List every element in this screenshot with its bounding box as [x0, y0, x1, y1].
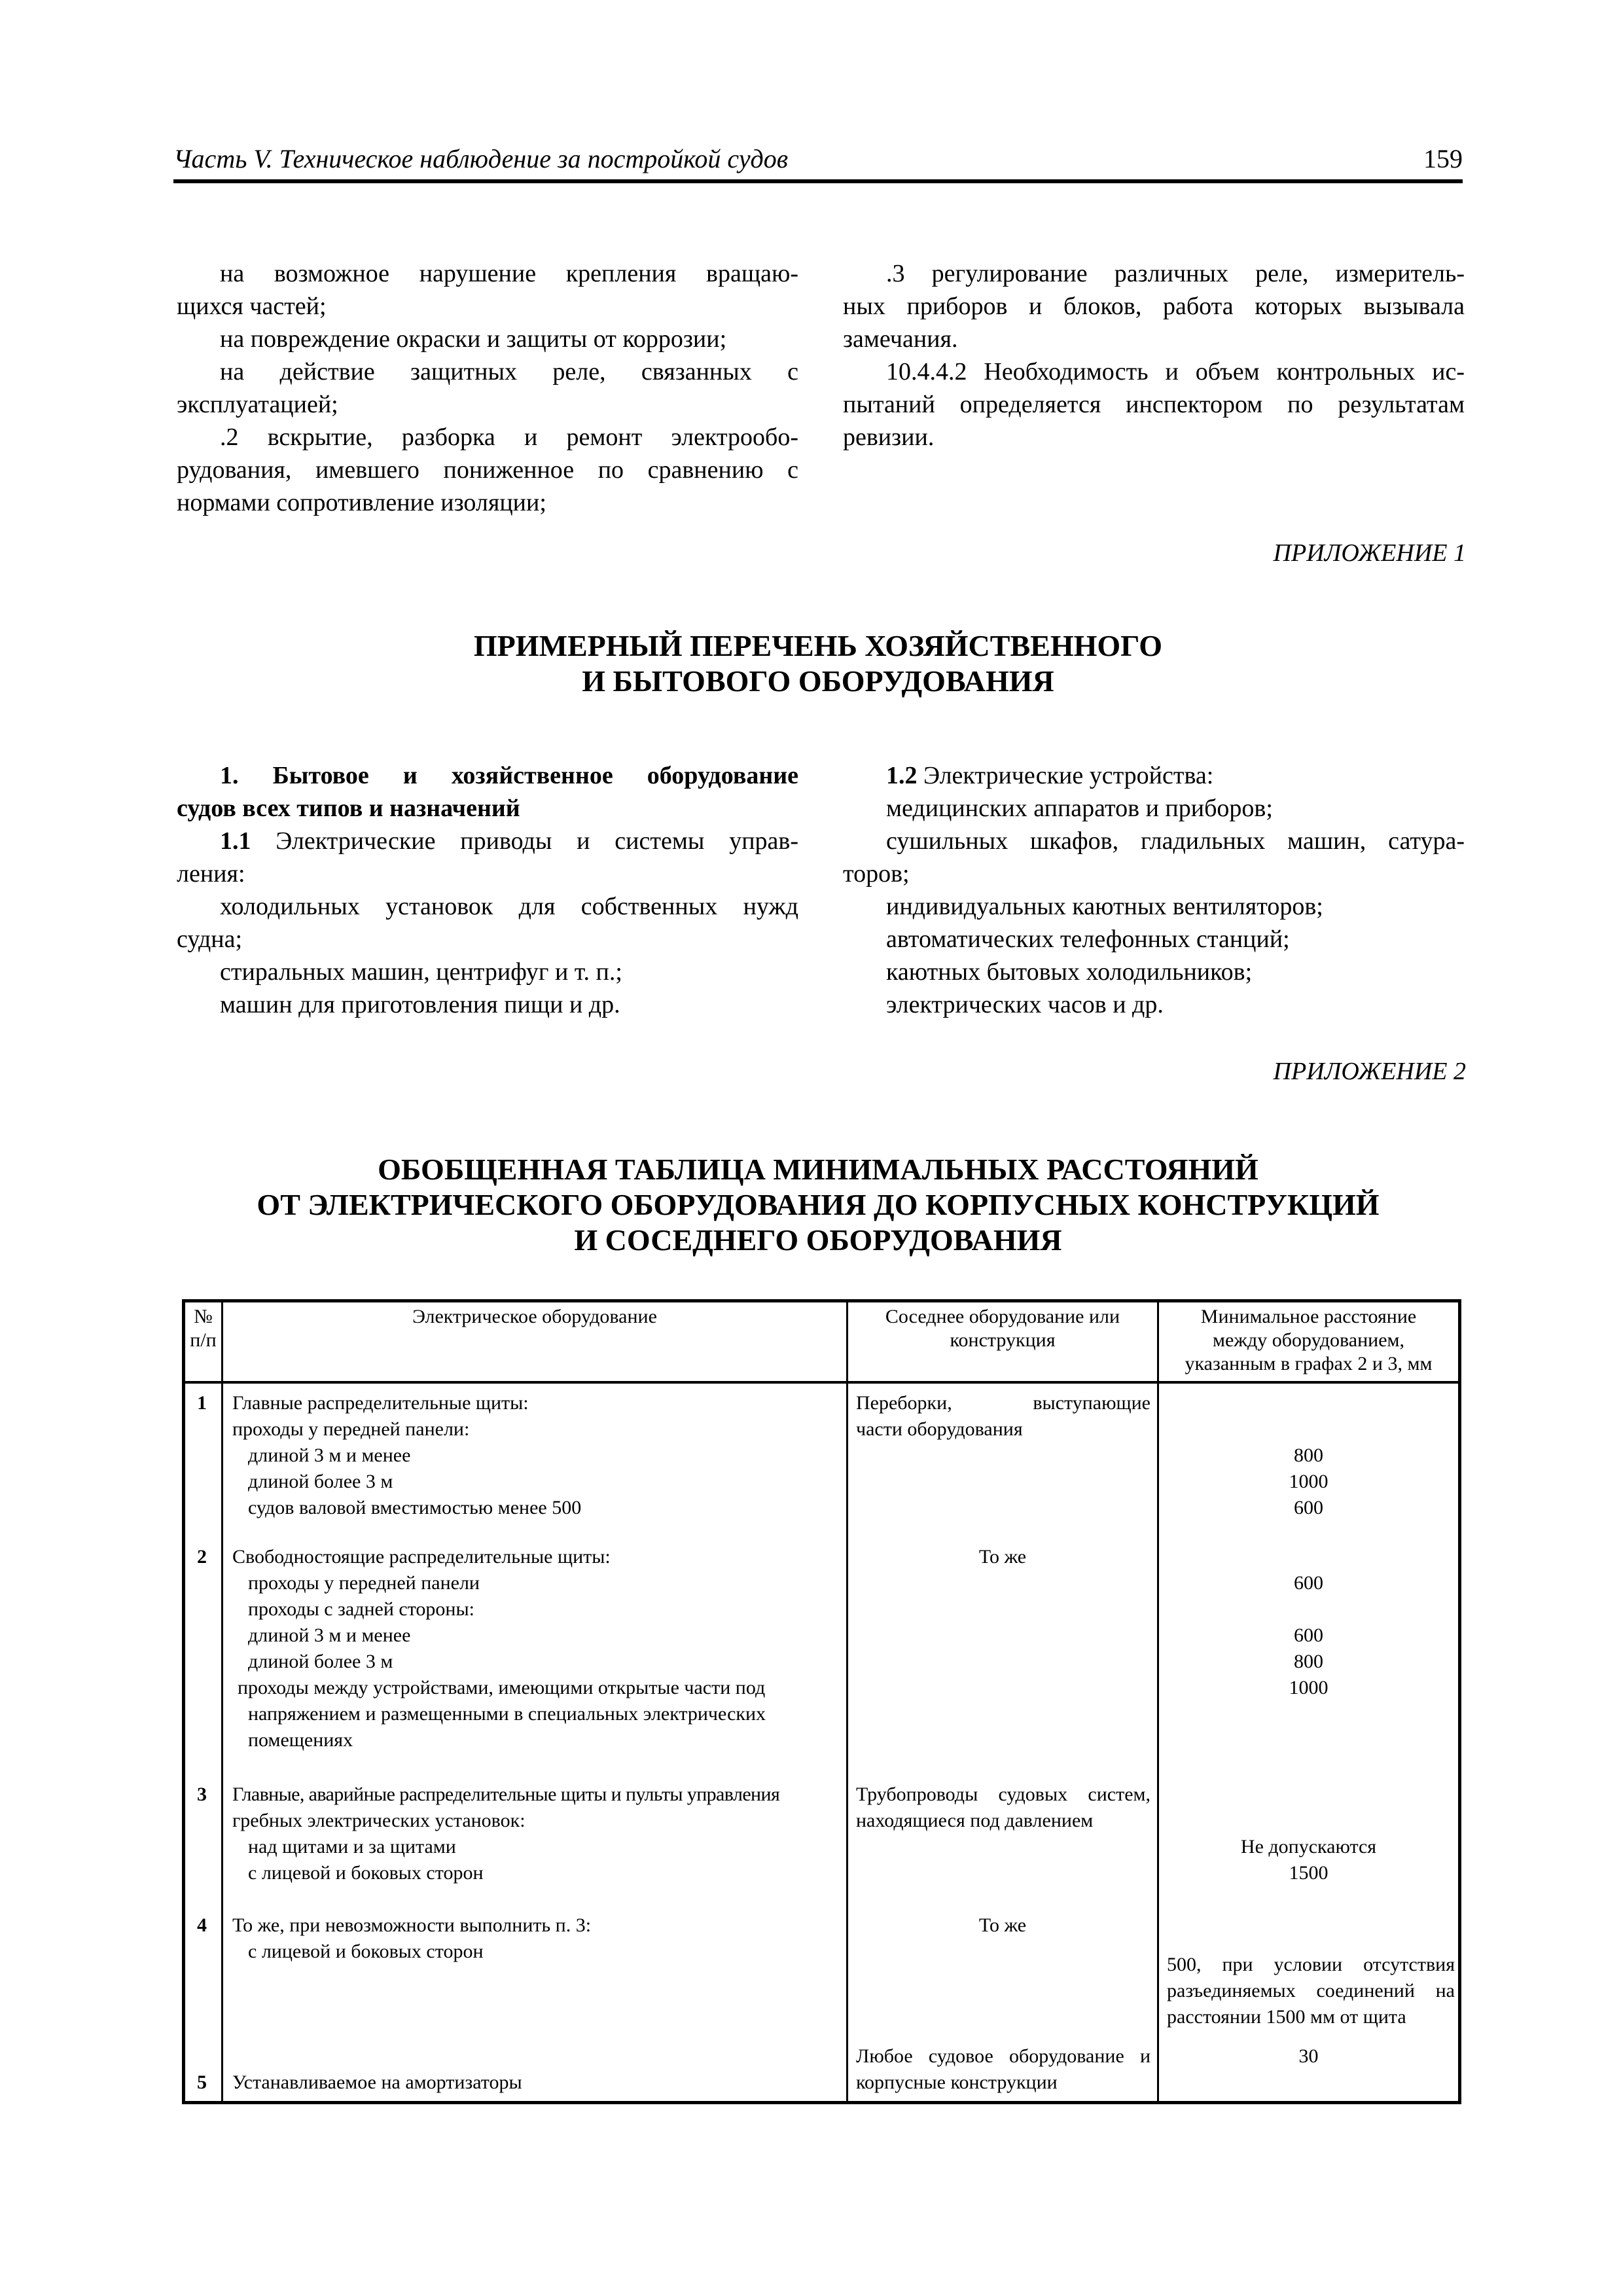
list-line: каютных бытовых холодильников; [886, 958, 1253, 986]
appendix-1-right-column [843, 759, 1465, 1021]
table-cell: части оборудования [856, 1418, 1023, 1440]
table-cell: проходы между устройствами, имеющими открытые части под [238, 1677, 766, 1698]
table-cell: разъединяемых соединений на [1167, 1980, 1455, 2001]
header-text: Электрическое оборудование [412, 1306, 657, 1327]
list-line [843, 759, 1465, 792]
paragraph-line: рудования, имевшего пониженное по сравнению с [177, 456, 798, 484]
running-header [173, 143, 1463, 183]
table-cell: помещениях [248, 1729, 353, 1751]
table-cell: Устанавливаемое на амортизаторы [232, 2072, 522, 2093]
neighbor-column [848, 1384, 1159, 2101]
heading-line: ПРИМЕРНЫЙ ПЕРЕЧЕНЬ ХОЗЯЙСТВЕННОГО [473, 629, 1163, 662]
table-cell: гребных электрических установок: [232, 1810, 526, 1831]
paragraph-line: ных приборов и блоков, работа которых вызывала [843, 293, 1465, 320]
top-left-column [177, 257, 798, 519]
running-header-title: Часть V. Техническое наблюдение за постройкой судов [173, 144, 789, 173]
list-line: сушильных шкафов, гладильных машин, сатура- [886, 827, 1465, 855]
list-line: торов; [843, 860, 910, 888]
list-line: медицинских аппаратов и приборов; [886, 795, 1273, 822]
table-cell: 500, при условии отсутствия [1167, 1954, 1455, 1975]
table-cell: проходы у передней панели [248, 1572, 480, 1594]
table-cell: 1000 [1289, 1677, 1329, 1698]
table-cell: длиной более 3 м [248, 1471, 393, 1492]
appendix-1-label: ПРИЛОЖЕНИЕ 1 [1273, 539, 1466, 567]
table-cell: 30 [1298, 2045, 1319, 2067]
clause-number: 1.2 [886, 762, 918, 789]
table-cell: Переборки, выступающие [856, 1392, 1150, 1414]
heading-line: ОТ ЭЛЕКТРИЧЕСКОГО ОБОРУДОВАНИЯ ДО КОРПУСНЫХ КОНСТРУКЦИЙ [257, 1188, 1380, 1221]
distances-table [182, 1299, 1461, 2104]
table-cell: Трубопроводы судовых систем, [856, 1784, 1150, 1805]
list-line: индивидуальных каютных вентиляторов; [886, 893, 1323, 920]
list-line: судна; [177, 925, 243, 953]
table-cell: Главные, аварийные распределительные щиты и пульты управления [232, 1784, 780, 1805]
list-line: автоматических телефонных станций; [886, 925, 1290, 953]
table-cell: 800 [1294, 1651, 1323, 1672]
list-line: ления: [177, 860, 245, 888]
table-cell: Свободностоящие распределительные щиты: [232, 1546, 611, 1568]
equipment-column [223, 1384, 848, 2101]
table-cell: То же, при невозможности выполнить п. 3: [232, 1914, 592, 1936]
table-cell: 800 [1294, 1444, 1323, 1466]
distance-column [1159, 1384, 1458, 2101]
clause-text: Электрические устройства: [917, 762, 1214, 789]
table-cell: Главные распределительные щиты: [232, 1392, 529, 1414]
appendix-1-left-column [177, 759, 798, 1021]
table-cell: с лицевой и боковых сторон [248, 1941, 484, 1962]
table-cell: 1000 [1289, 1471, 1329, 1492]
table-cell: длиной 3 м и менее [248, 1444, 411, 1466]
number-column [185, 1384, 223, 2101]
appendix-1-heading [173, 628, 1463, 699]
heading-line: ОБОБЩЕННАЯ ТАБЛИЦА МИНИМАЛЬНЫХ РАССТОЯНИЙ [378, 1153, 1258, 1186]
table-cell: судов валовой вместимостью менее 500 [248, 1497, 582, 1518]
row-number: 1 [197, 1392, 207, 1414]
paragraph-line: на действие защитных реле, связанных с [220, 358, 798, 386]
table-cell: напряжением и размещенными в специальных электрических [248, 1703, 766, 1725]
paragraph-line: эксплуатацией; [177, 391, 338, 418]
paragraph-line: нормами сопротивление изоляции; [177, 489, 546, 516]
table-cell: 600 [1294, 1572, 1323, 1594]
header-text: Минимальное расстояние [1200, 1306, 1417, 1327]
table-cell: 600 [1294, 1624, 1323, 1646]
row-number: 2 [197, 1546, 207, 1568]
header-cell-distance [1159, 1302, 1458, 1381]
paragraph-line: пытаний определяется инспектором по результатам [843, 391, 1465, 418]
section-title: судов всех типов и назначений [177, 795, 520, 822]
row-number: 4 [197, 1914, 207, 1936]
table-cell: над щитами и за щитами [248, 1836, 456, 1857]
header-cell-neighbor [848, 1302, 1159, 1381]
paragraph-line: на повреждение окраски и защиты от коррозии; [220, 325, 727, 353]
list-line: холодильных установок для собственных нужд [220, 893, 798, 920]
header-cell-number [185, 1302, 223, 1381]
paragraph-line: .3 регулирование различных реле, измеритель- [886, 260, 1465, 287]
table-cell: с лицевой и боковых сторон [248, 1862, 484, 1884]
table-cell: расстоянии 1500 мм от щита [1167, 2006, 1406, 2028]
table-cell: корпусные конструкции [856, 2072, 1058, 2093]
table-cell: длиной 3 м и менее [248, 1624, 411, 1646]
table-body [185, 1384, 1458, 2101]
header-text: Соседнее оборудование или [885, 1306, 1120, 1327]
clause-number: 1.1 [220, 827, 251, 855]
heading-line: И СОСЕДНЕГО ОБОРУДОВАНИЯ [574, 1223, 1062, 1257]
table-cell: проходы с задней стороны: [248, 1598, 474, 1620]
top-right-column [843, 257, 1465, 454]
header-text: указанным в графах 2 и 3, мм [1185, 1353, 1433, 1374]
paragraph-line: замечания. [843, 325, 958, 353]
header-cell-equipment [223, 1302, 848, 1381]
clause-text: Электрические приводы и системы управ- [251, 827, 798, 855]
appendix-2-heading [173, 1152, 1463, 1258]
heading-line: И БЫТОВОГО ОБОРУДОВАНИЯ [582, 664, 1054, 698]
paragraph-line: 10.4.4.2 Необходимость и объем контрольных ис- [886, 358, 1465, 386]
header-text: конструкция [950, 1329, 1056, 1351]
page-number: 159 [1423, 144, 1463, 173]
paragraph-line: щихся частей; [177, 293, 327, 320]
table-cell: находящиеся под давлением [856, 1810, 1094, 1831]
list-line [177, 825, 798, 857]
section-title: 1. Бытовое и хозяйственное оборудование [220, 762, 798, 789]
table-cell: То же [978, 1546, 1027, 1568]
table-cell: То же [978, 1914, 1027, 1936]
table-header-row [185, 1302, 1458, 1384]
table-cell: Любое судовое оборудование и [856, 2045, 1150, 2067]
list-line: стиральных машин, центрифуг и т. п.; [220, 958, 622, 986]
header-text: п/п [190, 1329, 217, 1351]
header-text: между оборудованием, [1212, 1329, 1405, 1351]
paragraph-line: на возможное нарушение крепления вращаю- [220, 260, 798, 287]
table-cell: 600 [1294, 1497, 1323, 1518]
header-text: № [194, 1306, 213, 1327]
row-number: 3 [197, 1784, 207, 1805]
table-cell: длиной более 3 м [248, 1651, 393, 1672]
row-number: 5 [197, 2072, 207, 2093]
table-cell: проходы у передней панели: [232, 1418, 470, 1440]
table-cell: Не допускаются [1240, 1836, 1377, 1857]
list-line: электрических часов и др. [886, 991, 1164, 1018]
list-line: машин для приготовления пищи и др. [220, 991, 620, 1018]
table-cell: 1500 [1289, 1862, 1329, 1884]
appendix-2-label: ПРИЛОЖЕНИЕ 2 [1273, 1058, 1466, 1085]
paragraph-line: .2 вскрытие, разборка и ремонт электрообо- [220, 423, 798, 451]
paragraph-line: ревизии. [843, 423, 935, 451]
